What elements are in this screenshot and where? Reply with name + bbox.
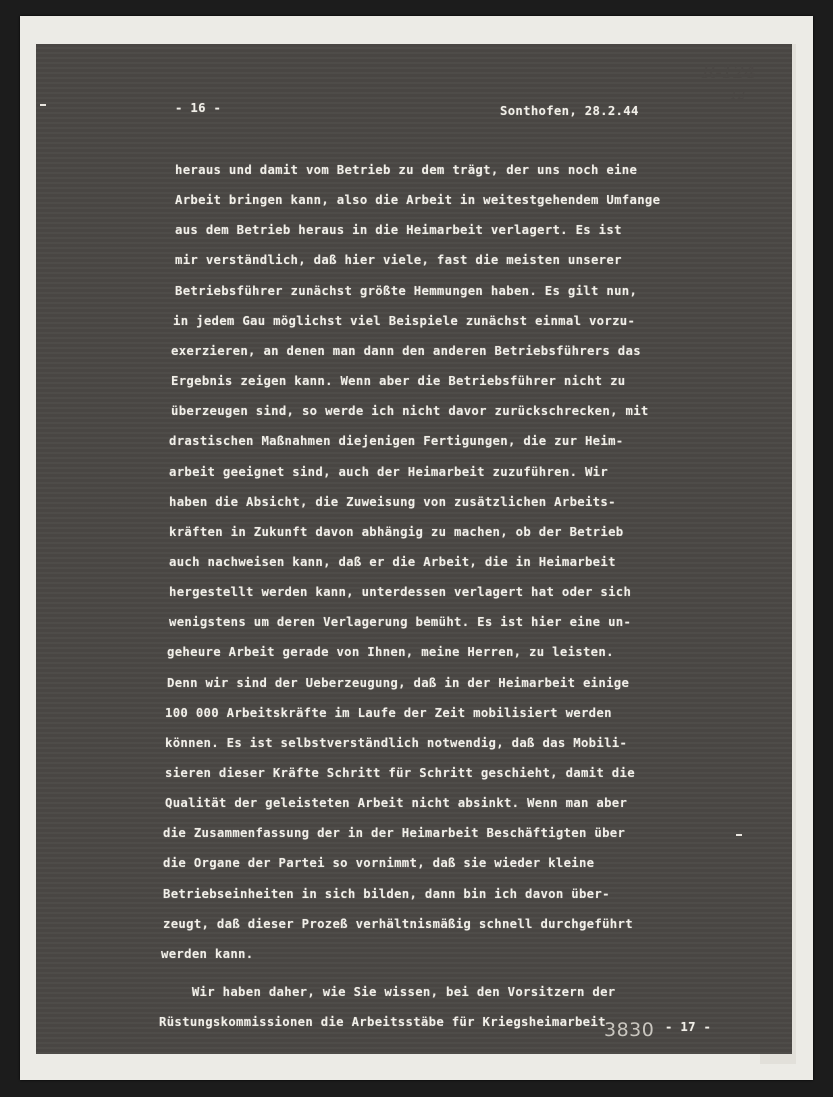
body-line: überzeugen sind, so werde ich nicht davor zurückschrecken, mit: [171, 404, 649, 418]
body-line: werden kann.: [161, 947, 254, 961]
body-line: Wir haben daher, wie Sie wissen, bei den Vorsitzern der: [161, 985, 616, 999]
body-line: kräften in Zukunft davon abhängig zu machen, ob der Betrieb: [169, 525, 624, 539]
archive-reference: R-124: [702, 62, 756, 83]
archive-stamp-number: 3830: [604, 1019, 655, 1041]
place-date: Sonthofen, 28.2.44: [500, 104, 639, 118]
body-line: aus dem Betrieb heraus in die Heimarbeit verlagert. Es ist: [175, 223, 622, 237]
body-line: Arbeit bringen kann, also die Arbeit in weitestgehendem Umfange: [175, 193, 661, 207]
body-line: wenigstens um deren Verlagerung bemüht. Es ist hier eine un-: [169, 615, 632, 629]
body-line: exerzieren, an denen man dann den anderen Betriebsführers das: [171, 344, 641, 358]
next-page-marker: - 17 -: [665, 1020, 712, 1034]
body-line: auch nachweisen kann, daß er die Arbeit, die in Heimarbeit: [169, 555, 616, 569]
body-line: können. Es ist selbstverständlich notwendig, daß das Mobili-: [165, 736, 628, 750]
body-line: 100 000 Arbeitskräfte im Laufe der Zeit mobilisiert werden: [165, 706, 612, 720]
body-line: Qualität der geleisteten Arbeit nicht absinkt. Wenn man aber: [165, 796, 628, 810]
body-line: drastischen Maßnahmen diejenigen Fertigungen, die zur Heim-: [169, 434, 624, 448]
body-line: arbeit geeignet sind, auch der Heimarbeit zuzuführen. Wir: [169, 465, 609, 479]
body-line: hergestellt werden kann, unterdessen verlagert hat oder sich: [169, 585, 632, 599]
body-line: Betriebsführer zunächst größte Hemmungen haben. Es gilt nun,: [175, 284, 638, 298]
body-line: zeugt, daß dieser Prozeß verhältnismäßig schnell durchgeführt: [163, 917, 633, 931]
page-number: - 16 -: [175, 101, 222, 115]
body-line: haben die Absicht, die Zuweisung von zusätzlichen Arbeits-: [169, 495, 616, 509]
margin-mark: [40, 104, 46, 106]
body-line: in jedem Gau möglichst viel Beispiele zunächst einmal vorzu-: [173, 314, 636, 328]
body-line: die Organe der Partei so vornimmt, daß sie wieder kleine: [163, 856, 595, 870]
body-line: mir verständlich, daß hier viele, fast die meisten unserer: [175, 253, 622, 267]
body-line: Betriebseinheiten in sich bilden, dann bin ich davon über-: [163, 887, 610, 901]
archive-subnumber: 12: [730, 88, 746, 102]
body-line: Rüstungskommissionen die Arbeitsstäbe für Kriegsheimarbeit: [159, 1015, 606, 1029]
margin-mark: [736, 834, 742, 836]
body-line: die Zusammenfassung der in der Heimarbeit Beschäftigten über: [163, 826, 626, 840]
body-line: geheure Arbeit gerade von Ihnen, meine Herren, zu leisten.: [167, 645, 614, 659]
body-line: sieren dieser Kräfte Schritt für Schritt geschieht, damit die: [165, 766, 635, 780]
body-line: Denn wir sind der Ueberzeugung, daß in der Heimarbeit einige: [167, 676, 630, 690]
body-line: Ergebnis zeigen kann. Wenn aber die Betriebsführer nicht zu: [171, 374, 626, 388]
body-line: heraus und damit vom Betrieb zu dem trägt, der uns noch eine: [175, 163, 638, 177]
